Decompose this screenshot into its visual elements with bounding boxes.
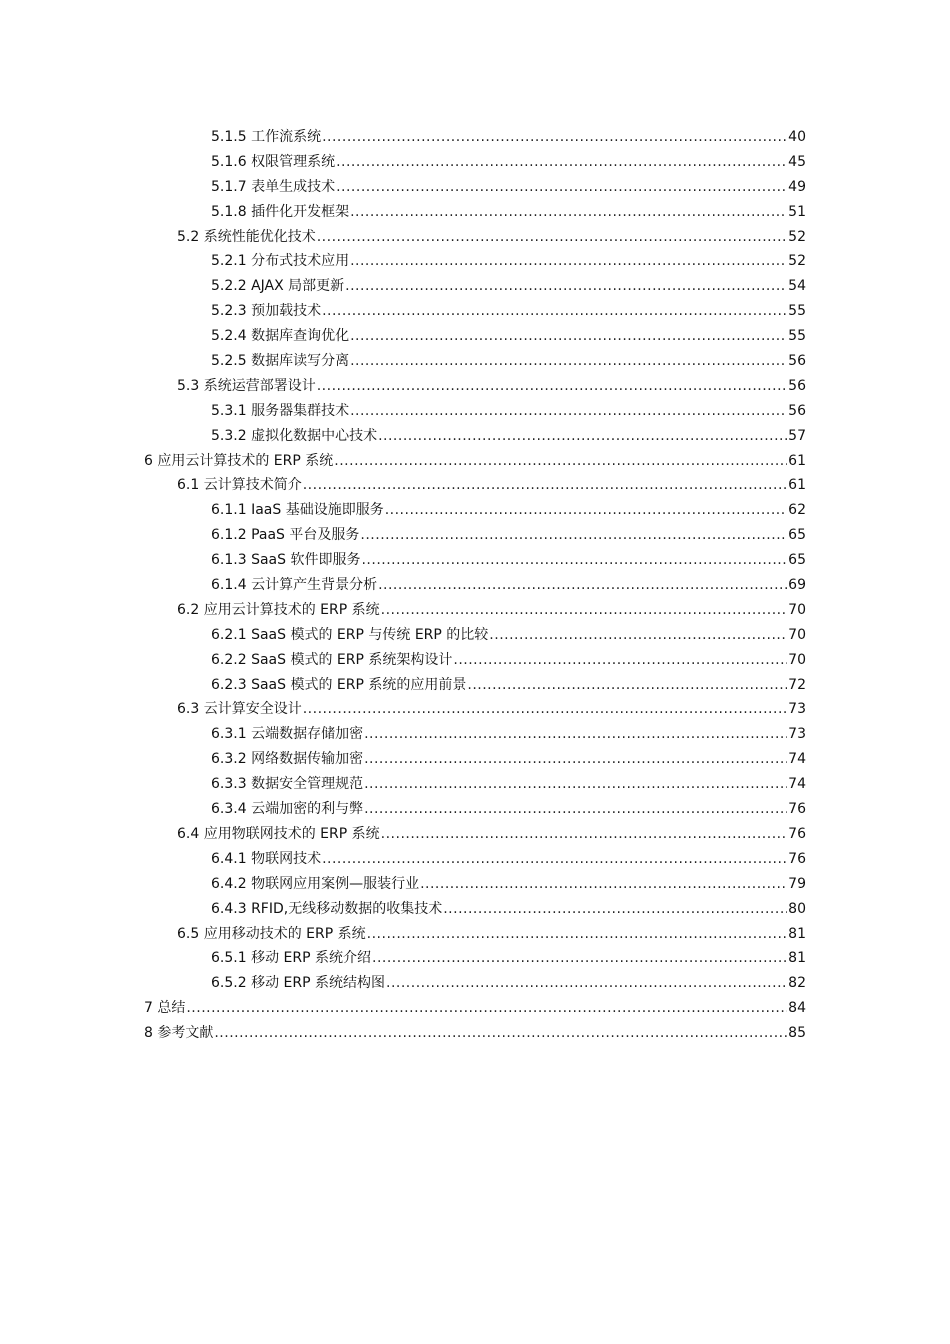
toc-entry-page-number: 73 [788,726,806,743]
toc-entry-page-number: 57 [788,427,806,444]
toc-entry-page-number: 51 [788,203,806,220]
toc-entry-title: 6.1.3 SaaS 软件即服务 [211,552,361,569]
toc-entry[interactable] [144,548,806,573]
toc-entry-page-number: 65 [788,527,806,544]
toc-dot-leader [443,897,787,922]
toc-entry-page-number: 52 [788,253,806,270]
toc-entry-page-number: 85 [788,1025,806,1042]
toc-entry-page-number: 69 [788,577,806,594]
toc-entry-page-number: 76 [788,825,806,842]
toc-entry-title: 6.2.1 SaaS 模式的 ERP 与传统 ERP 的比较 [211,626,489,643]
toc-entry[interactable] [144,946,806,971]
toc-entry-page-number: 72 [788,676,806,693]
toc-entry-page-number: 62 [788,502,806,519]
toc-entry-title: 6.4.1 物联网技术 [211,850,322,867]
toc-entry[interactable] [144,225,806,250]
toc-dot-leader [350,349,787,374]
toc-entry[interactable] [144,897,806,922]
toc-entry-title: 6.3.4 云端加密的利与弊 [211,801,364,818]
toc-entry[interactable] [144,722,806,747]
toc-entry[interactable] [144,673,806,698]
toc-entry-title: 5.2.5 数据库读写分离 [211,353,350,370]
toc-entry-page-number: 80 [788,900,806,917]
toc-entry-page-number: 70 [788,651,806,668]
toc-entry[interactable] [144,324,806,349]
toc-dot-leader [350,324,787,349]
toc-entry-page-number: 79 [788,875,806,892]
toc-entry-title: 6.3.3 数据安全管理规范 [211,776,364,793]
table-of-contents [144,125,806,1046]
toc-entry[interactable] [144,150,806,175]
toc-entry-title: 6.1.4 云计算产生背景分析 [211,577,378,594]
toc-entry-page-number: 74 [788,776,806,793]
toc-dot-leader [303,697,787,722]
toc-dot-leader [364,772,787,797]
toc-entry[interactable] [144,648,806,673]
toc-dot-leader [453,648,787,673]
toc-entry-page-number: 70 [788,626,806,643]
toc-dot-leader [381,822,788,847]
toc-entry-page-number: 61 [788,452,806,469]
toc-entry[interactable] [144,872,806,897]
toc-entry-title: 6.4 应用物联网技术的 ERP 系统 [177,825,380,842]
toc-entry-page-number: 84 [788,1000,806,1017]
toc-entry-title: 6.5.2 移动 ERP 系统结构图 [211,975,385,992]
toc-entry[interactable] [144,573,806,598]
toc-entry-title: 5.2.2 AJAX 局部更新 [211,278,345,295]
toc-entry-title: 5.1.5 工作流系统 [211,129,322,145]
toc-entry-page-number: 49 [788,178,806,195]
toc-dot-leader [367,922,788,947]
toc-dot-leader [350,249,787,274]
toc-dot-leader [322,125,787,150]
toc-entry-title: 6.2 应用云计算技术的 ERP 系统 [177,601,380,618]
toc-entry[interactable] [144,747,806,772]
toc-dot-leader [364,797,787,822]
toc-entry[interactable] [144,971,806,996]
toc-entry-title: 8 参考文献 [144,1025,214,1042]
toc-entry[interactable] [144,200,806,225]
toc-dot-leader [378,424,787,449]
toc-entry-page-number: 82 [788,975,806,992]
toc-entry-page-number: 54 [788,278,806,295]
toc-entry-title: 6.5.1 移动 ERP 系统介绍 [211,950,371,967]
toc-entry-page-number: 52 [788,228,806,245]
toc-dot-leader [361,548,787,573]
toc-entry[interactable] [144,274,806,299]
toc-dot-leader [360,523,787,548]
toc-dot-leader [214,1021,787,1046]
toc-dot-leader [336,150,787,175]
toc-entry-page-number: 40 [788,129,806,145]
toc-entry-title: 7 总结 [144,1000,186,1017]
toc-dot-leader [322,847,787,872]
toc-entry[interactable] [144,797,806,822]
toc-dot-leader [336,175,787,200]
toc-dot-leader [317,374,787,399]
toc-entry-title: 5.2.4 数据库查询优化 [211,328,350,345]
toc-dot-leader [345,274,787,299]
toc-dot-leader [364,722,787,747]
toc-entry-title: 5.1.8 插件化开发框架 [211,203,350,220]
toc-entry-title: 5.3.1 服务器集群技术 [211,402,350,419]
toc-dot-leader [350,399,787,424]
toc-entry[interactable] [144,349,806,374]
toc-entry-title: 5.3.2 虚拟化数据中心技术 [211,427,378,444]
toc-entry-title: 6.4.2 物联网应用案例—服装行业 [211,875,420,892]
toc-dot-leader [317,225,787,250]
toc-entry[interactable] [144,424,806,449]
toc-entry-page-number: 81 [788,950,806,967]
toc-dot-leader [378,573,787,598]
toc-entry-page-number: 76 [788,801,806,818]
toc-entry-title: 6 应用云计算技术的 ERP 系统 [144,452,334,469]
toc-entry-title: 6.1.2 PaaS 平台及服务 [211,527,360,544]
toc-entry-page-number: 76 [788,850,806,867]
toc-entry[interactable] [144,922,806,947]
toc-entry[interactable] [144,125,806,150]
toc-entry[interactable] [144,175,806,200]
toc-entry[interactable] [144,847,806,872]
toc-entry[interactable] [144,996,806,1021]
toc-entry-page-number: 70 [788,601,806,618]
toc-dot-leader [364,747,787,772]
toc-dot-leader [350,200,787,225]
toc-dot-leader [303,473,787,498]
toc-entry[interactable] [144,523,806,548]
toc-entry[interactable] [144,623,806,648]
toc-entry-title: 6.2.2 SaaS 模式的 ERP 系统架构设计 [211,651,453,668]
toc-entry-title: 5.2 系统性能优化技术 [177,228,316,245]
toc-entry[interactable] [144,1021,806,1046]
toc-entry[interactable] [144,399,806,424]
toc-entry-page-number: 65 [788,552,806,569]
toc-dot-leader [186,996,787,1021]
toc-dot-leader [322,299,787,324]
toc-entry[interactable] [144,772,806,797]
toc-entry-page-number: 61 [788,477,806,494]
toc-entry[interactable] [144,697,806,722]
toc-entry-title: 5.3 系统运营部署设计 [177,377,316,394]
toc-entry-title: 6.2.3 SaaS 模式的 ERP 系统的应用前景 [211,676,467,693]
toc-entry-page-number: 45 [788,153,806,170]
toc-entry[interactable] [144,299,806,324]
toc-entry-title: 6.5 应用移动技术的 ERP 系统 [177,925,366,942]
toc-entry-page-number: 56 [788,377,806,394]
toc-entry-title: 5.1.7 表单生成技术 [211,178,336,195]
toc-entry-title: 6.3.1 云端数据存储加密 [211,726,364,743]
toc-entry-page-number: 73 [788,701,806,718]
toc-entry[interactable] [144,473,806,498]
toc-entry-page-number: 74 [788,751,806,768]
toc-entry[interactable] [144,598,806,623]
toc-entry[interactable] [144,249,806,274]
toc-entry-title: 6.1.1 IaaS 基础设施即服务 [211,502,384,519]
toc-entry[interactable] [144,449,806,474]
toc-entry-title: 6.3 云计算安全设计 [177,701,302,718]
toc-dot-leader [386,971,787,996]
toc-dot-leader [381,598,788,623]
toc-entry-page-number: 56 [788,353,806,370]
toc-entry-title: 5.1.6 权限管理系统 [211,153,336,170]
toc-entry-title: 5.2.1 分布式技术应用 [211,253,350,270]
toc-entry-page-number: 81 [788,925,806,942]
toc-entry[interactable] [144,498,806,523]
toc-entry-title: 6.1 云计算技术简介 [177,477,302,494]
toc-entry-page-number: 55 [788,328,806,345]
toc-entry-title: 6.4.3 RFID,无线移动数据的收集技术 [211,900,443,917]
toc-entry-page-number: 56 [788,402,806,419]
toc-dot-leader [334,449,787,474]
toc-dot-leader [467,673,787,698]
toc-entry-page-number: 55 [788,303,806,320]
toc-dot-leader [372,946,787,971]
toc-dot-leader [420,872,787,897]
toc-entry[interactable] [144,374,806,399]
toc-entry-title: 6.3.2 网络数据传输加密 [211,751,364,768]
toc-dot-leader [385,498,787,523]
toc-entry[interactable] [144,822,806,847]
toc-entry-title: 5.2.3 预加载技术 [211,303,322,320]
toc-dot-leader [489,623,787,648]
